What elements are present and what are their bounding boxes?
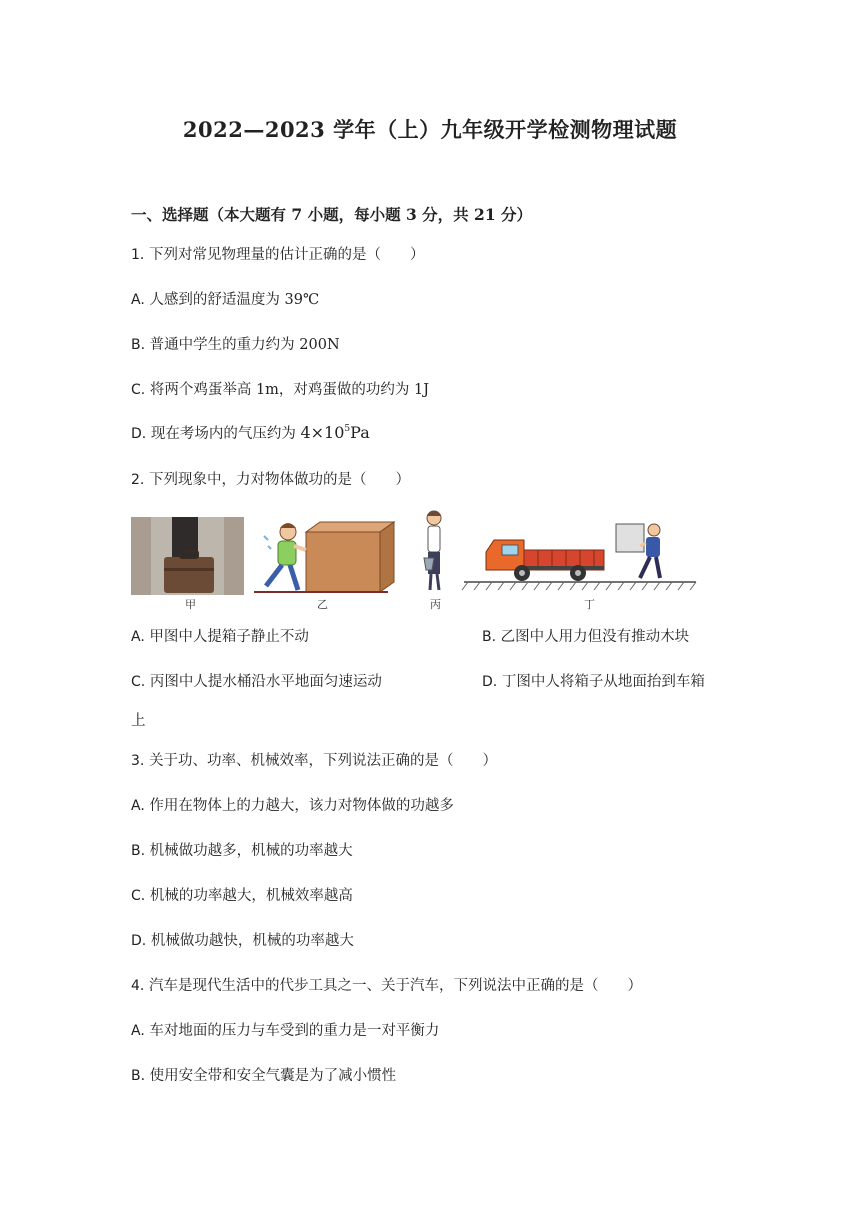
q3-option-b (131, 839, 353, 860)
option-text: 机械的功率越大，机械效率越高 (149, 888, 353, 904)
option-label: C. (131, 382, 146, 398)
suitcase-photo (131, 517, 244, 595)
question-number: 3. (131, 753, 145, 769)
question-4 (131, 974, 642, 995)
option-text: 现在考场内的气压约为 (150, 426, 296, 442)
option-text: 丁图中人将箱子从地面抬到车箱 (501, 674, 705, 690)
figure-caption-bing: 丙 (430, 598, 441, 611)
option-label: C. (131, 674, 146, 690)
question-3 (131, 749, 497, 770)
question-stem: 下列对常见物理量的估计正确的是（ ） (148, 247, 425, 263)
option-label: D. (131, 933, 147, 949)
option-label: B. (131, 843, 146, 859)
page-title: 2022—2023 学年（上）九年级开学检测物理试题 (182, 117, 678, 142)
q2-option-d-wrap: 上 (131, 713, 146, 729)
question-stem: 关于功、功率、机械效率，下列说法正确的是（ ） (148, 753, 497, 769)
q4-option-b (131, 1064, 396, 1085)
question-stem: 下列现象中，力对物体做功的是（ ） (148, 472, 410, 488)
q1-option-d (131, 422, 370, 443)
option-text: 甲图中人提箱子静止不动 (149, 629, 309, 645)
q3-option-d (131, 929, 354, 950)
q2-option-d (482, 670, 705, 691)
figure-illustrations (128, 510, 708, 612)
question-number: 2. (131, 472, 145, 488)
q1-option-c (131, 378, 429, 399)
option-label: A. (131, 292, 145, 308)
formula (300, 423, 369, 442)
q2-option-c (131, 670, 382, 691)
option-label: D. (131, 426, 147, 442)
figure-caption-jia: 甲 (185, 598, 196, 611)
option-label: A. (131, 798, 145, 814)
q3-option-a (131, 794, 454, 815)
q1-option-a (131, 288, 319, 309)
option-label: A. (131, 629, 145, 645)
option-text: 丙图中人提水桶沿水平地面匀速运动 (149, 674, 382, 690)
option-text: 机械做功越多，机械的功率越大 (149, 843, 353, 859)
option-label: A. (131, 1023, 145, 1039)
question-number: 1. (131, 247, 145, 263)
question-1 (131, 243, 424, 264)
question-stem: 汽车是现代生活中的代步工具之一、关于汽车，下列说法中正确的是（ ） (148, 978, 642, 994)
formula-base: 4×10 (300, 423, 345, 442)
q2-option-a (131, 625, 309, 646)
truck-and-lifter (462, 524, 696, 590)
option-label: C. (131, 888, 146, 904)
option-text: 人感到的舒适温度为 39℃ (149, 292, 320, 308)
person-with-bucket (424, 511, 441, 590)
option-label: B. (131, 1068, 146, 1084)
figure-caption-ding: 丁 (584, 598, 595, 611)
q3-option-c (131, 884, 353, 905)
formula-exponent: 5 (344, 424, 351, 434)
formula-unit: Pa (350, 423, 370, 442)
option-text: 车对地面的压力与车受到的重力是一对平衡力 (149, 1023, 440, 1039)
question-2-figure (128, 510, 708, 612)
option-label: B. (131, 337, 146, 353)
question-number: 4. (131, 978, 145, 994)
option-text: 使用安全带和安全气囊是为了减小惯性 (149, 1068, 397, 1084)
section-heading: 一、选择题（本大题有 7 小题，每小题 3 分，共 21 分） (131, 205, 533, 224)
option-text: 乙图中人用力但没有推动木块 (500, 629, 690, 645)
option-text: 机械做功越快，机械的功率越大 (150, 933, 354, 949)
question-2 (131, 468, 410, 489)
boy-pushing-box (254, 522, 394, 592)
option-text: 作用在物体上的力越大，该力对物体做的功越多 (149, 798, 454, 814)
q2-option-b (482, 625, 689, 646)
figure-caption-yi: 乙 (317, 598, 328, 611)
option-text: 将两个鸡蛋举高 1m，对鸡蛋做的功约为 1J (149, 382, 430, 398)
option-label: D. (482, 674, 498, 690)
q4-option-a (131, 1019, 439, 1040)
option-text: 普通中学生的重力约为 200N (149, 337, 340, 353)
option-label: B. (482, 629, 497, 645)
q1-option-b (131, 333, 340, 354)
